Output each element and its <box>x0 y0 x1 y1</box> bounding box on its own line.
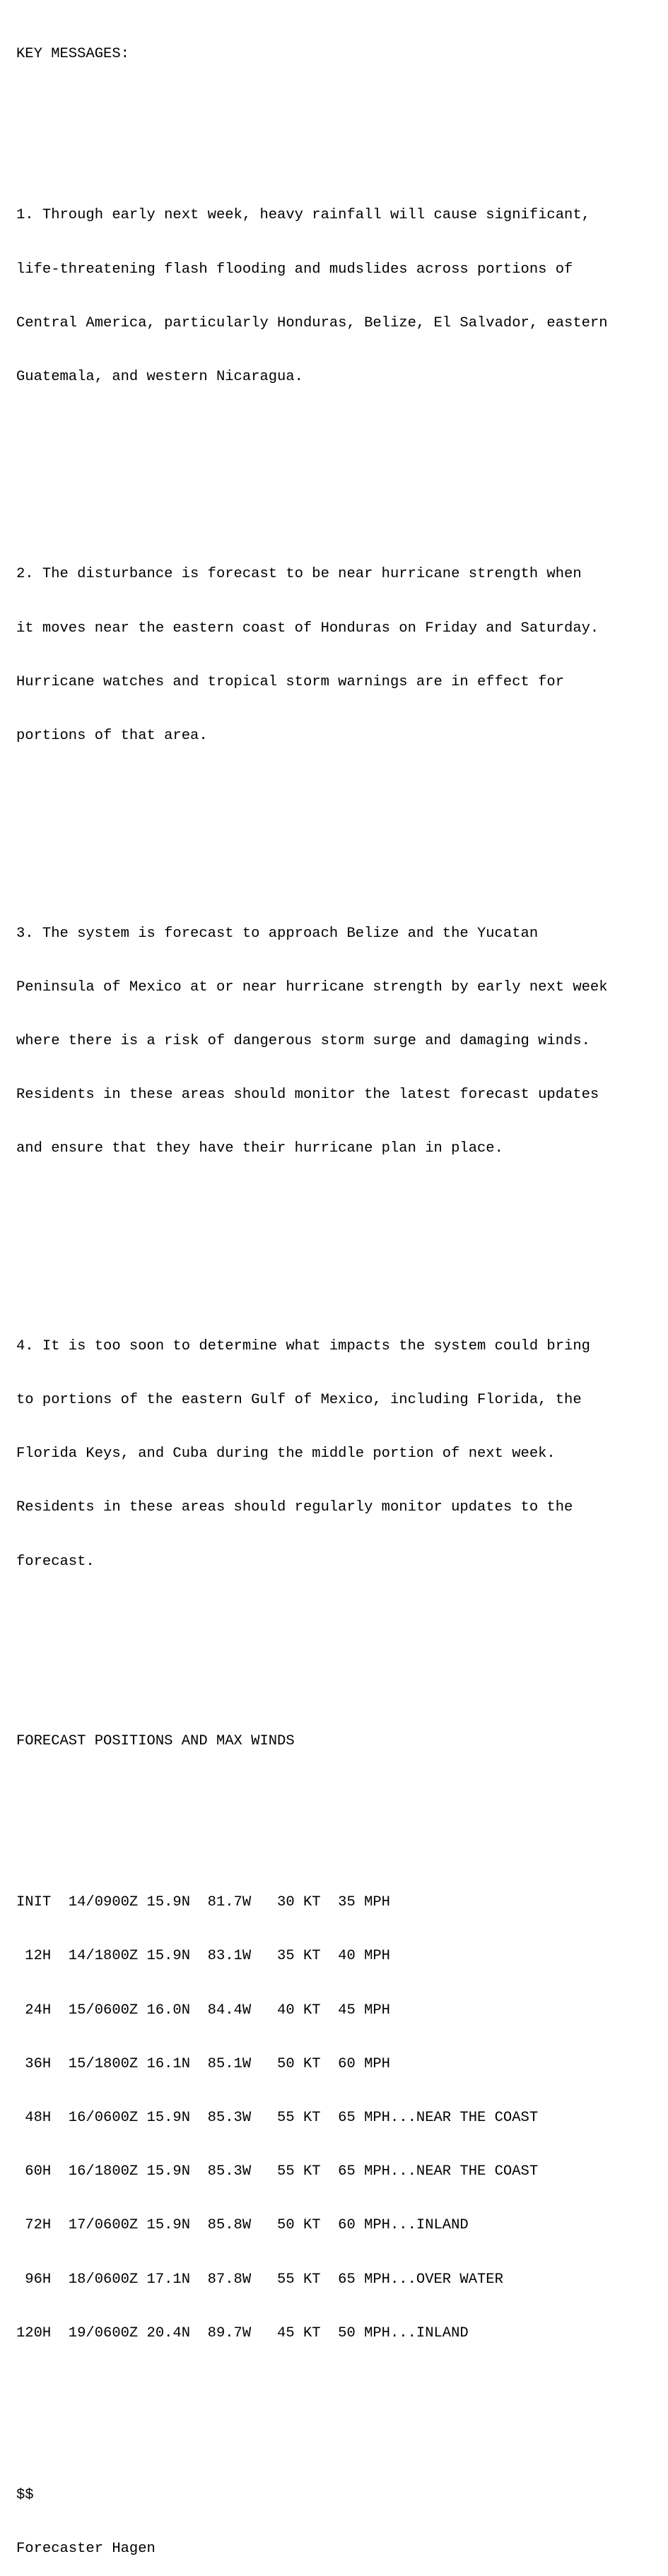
message-line: Peninsula of Mexico at or near hurricane strength by early next week <box>16 979 608 995</box>
forecast-row: 72H 17/0600Z 15.9N 85.8W 50 KT 60 MPH...INLAND <box>16 2217 469 2234</box>
spacer <box>16 817 660 834</box>
key-message-1 <box>16 171 660 423</box>
forecast-discussion-document <box>16 9 660 2576</box>
forecast-row: INIT 14/0900Z 15.9N 81.7W 30 KT 35 MPH <box>16 1894 390 1911</box>
forecast-row: 36H 15/1800Z 16.1N 85.1W 50 KT 60 MPH <box>16 2055 390 2072</box>
spacer <box>16 1643 660 1679</box>
end-marker: $$ <box>16 2486 34 2503</box>
forecast-row: 60H 16/1800Z 15.9N 85.3W 55 KT 65 MPH...NEAR THE COAST <box>16 2163 539 2180</box>
forecast-table <box>16 1857 660 2378</box>
message-line: and ensure that they have their hurricane plan in place. <box>16 1140 503 1157</box>
message-line: 3. The system is forecast to approach Belize and the Yucatan <box>16 925 539 942</box>
spacer <box>16 1229 660 1247</box>
message-line: to portions of the eastern Gulf of Mexico, including Florida, the <box>16 1391 582 1408</box>
forecast-row: 96H 18/0600Z 17.1N 87.8W 55 KT 65 MPH...OVER WATER <box>16 2271 503 2288</box>
message-line: Florida Keys, and Cuba during the middle portion of next week. <box>16 1446 556 1463</box>
message-line: portions of that area. <box>16 728 208 745</box>
message-line: Residents in these areas should regularly monitor updates to the <box>16 1499 573 1516</box>
forecast-row: 24H 15/0600Z 16.0N 84.4W 40 KT 45 MPH <box>16 2002 390 2019</box>
forecast-row: 120H 19/0600Z 20.4N 89.7W 45 KT 50 MPH...INLAND <box>16 2324 469 2341</box>
message-line: forecast. <box>16 1553 95 1570</box>
message-line: Residents in these areas should monitor the latest forecast updates <box>16 1087 599 1104</box>
forecast-positions-heading: FORECAST POSITIONS AND MAX WINDS <box>16 1732 295 1749</box>
key-messages-heading: KEY MESSAGES: <box>16 45 129 62</box>
message-line: 4. It is too soon to determine what impacts the system could bring <box>16 1337 590 1354</box>
spacer <box>16 99 660 117</box>
forecast-row: 12H 14/1800Z 15.9N 83.1W 35 KT 40 MPH <box>16 1948 390 1965</box>
spacer <box>16 1786 660 1804</box>
forecast-row: 48H 16/0600Z 15.9N 85.3W 55 KT 65 MPH...NEAR THE COAST <box>16 2110 539 2127</box>
message-line: Hurricane watches and tropical storm warnings are in effect for <box>16 673 565 690</box>
message-line: Guatemala, and western Nicaragua. <box>16 369 303 386</box>
message-line: where there is a risk of dangerous storm surge and damaging winds. <box>16 1032 590 1049</box>
message-line: 1. Through early next week, heavy rainfall will cause significant, <box>16 207 590 224</box>
message-line: it moves near the eastern coast of Honduras on Friday and Saturday. <box>16 620 599 637</box>
key-message-3 <box>16 889 660 1194</box>
message-line: life-threatening flash flooding and mudslides across portions of <box>16 261 573 278</box>
message-line: Central America, particularly Honduras, Belize, El Salvador, eastern <box>16 314 608 331</box>
spacer <box>16 458 660 475</box>
key-message-2 <box>16 530 660 781</box>
forecaster-signature: Forecaster Hagen <box>16 2540 156 2557</box>
spacer <box>16 2414 660 2432</box>
key-message-4 <box>16 1301 660 1607</box>
message-line: 2. The disturbance is forecast to be near hurricane strength when <box>16 566 582 583</box>
